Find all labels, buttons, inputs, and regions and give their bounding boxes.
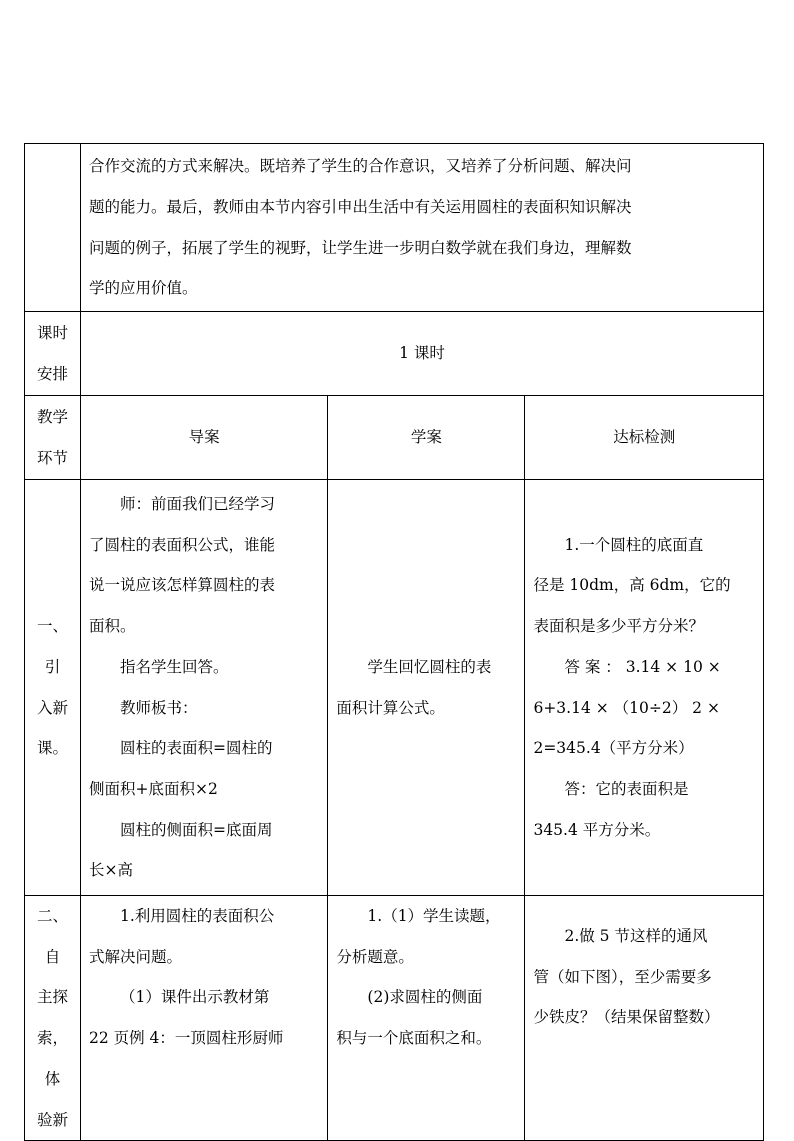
study-header: 学案 — [328, 396, 525, 480]
section2-row — [25, 896, 764, 1141]
lesson-plan-table — [24, 143, 764, 1141]
intro-line: 学的应用价值。 — [88, 279, 198, 298]
schedule-label: 课时 安排 — [25, 312, 81, 396]
schedule-value: 1 课时 — [80, 312, 763, 396]
section1-row — [25, 480, 764, 896]
section2-check: 2.做 5 节这样的通风 管（如下图），至少需要多 少铁皮？（结果保留整数） — [525, 896, 764, 1141]
intro-line: 题的能力。最后，教师由本节内容引申出生活中有关运用圆柱的表面积知识解决 — [88, 197, 632, 216]
schedule-row — [25, 312, 764, 396]
section2-guide: 1.利用圆柱的表面积公 式解决问题。 （1）课件出示教材第 22 页例 4：一顶圆柱形厨师 — [80, 896, 327, 1141]
section1-study: 学生回忆圆柱的表 面积计算公式。 — [328, 480, 525, 896]
section2-label: 二、自 主探 索，体 验新 — [25, 896, 81, 1141]
intro-line: 问题的例子，拓展了学生的视野，让学生进一步明白数学就在我们身边，理解数 — [88, 238, 632, 257]
section1-check: 1.一个圆柱的底面直 径是 10dm，高 6dm，它的 表面积是多少平方分米？ 答 案 ： 3.14 × 10 × 6+3.14 × （10÷2） 2 × 2=345.4（平方分米） 答：它的表面积是 345.4 平方分米。 — [525, 480, 764, 896]
guide-header: 导案 — [80, 396, 327, 480]
section1-label: 一、引 入新 课。 — [25, 480, 81, 896]
intro-label-cell — [25, 144, 81, 312]
stage-header: 教学 环节 — [25, 396, 81, 480]
header-row — [25, 396, 764, 480]
section1-guide: 师：前面我们已经学习 了圆柱的表面积公式，谁能 说一说应该怎样算圆柱的表 面积。 指名学生回答。 教师板书： 圆柱的表面积=圆柱的 侧面积+底面积×2 圆柱的侧面积=底面周 长×高 — [80, 480, 327, 896]
intro-line: 合作交流的方式来解决。既培养了学生的合作意识，又培养了分析问题、解决问 — [88, 157, 632, 176]
intro-row — [25, 144, 764, 312]
check-header: 达标检测 — [525, 396, 764, 480]
section2-study: 1.（1）学生读题， 分析题意。 (2)求圆柱的侧面 积与一个底面积之和。 — [328, 896, 525, 1141]
intro-paragraph-cell — [80, 144, 763, 312]
